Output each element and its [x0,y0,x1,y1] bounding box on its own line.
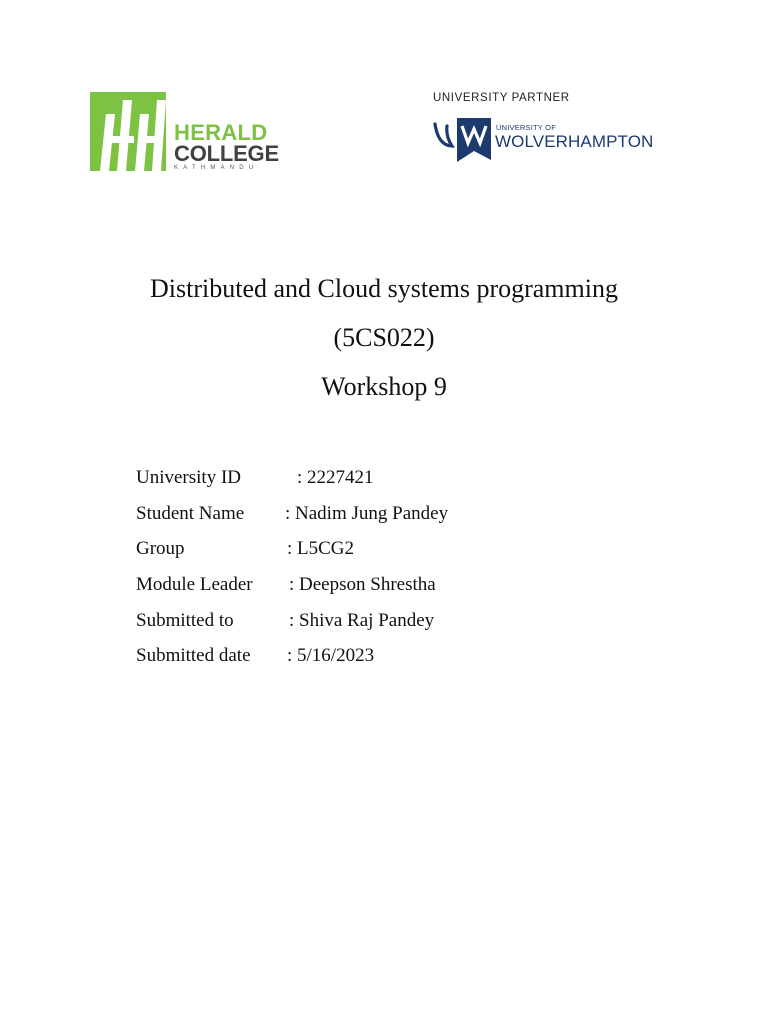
detail-label: Submitted to [136,609,234,631]
detail-label: Module Leader [136,574,253,596]
detail-value: : Shiva Raj Pandey [289,609,435,631]
detail-value: : 2227421 [297,467,374,488]
detail-label: Submitted date [136,645,251,667]
herald-wordmark-herald: HERALD [174,120,268,145]
detail-value: : Deepson Shrestha [289,574,436,596]
detail-value: : 5/16/2023 [287,645,375,667]
detail-value: : Nadim Jung Pandey [285,502,449,524]
detail-value: : L5CG2 [287,538,355,560]
workshop-title: Workshop 9 [321,372,447,401]
module-code: (5CS022) [333,323,435,352]
herald-wordmark-city: KATHMANDU [174,165,259,171]
herald-wordmark-college: COLLEGE [174,141,279,166]
herald-college-logo [90,92,279,172]
wolverhampton-university-of: UNIVERSITY OF [496,123,556,132]
university-partner-label: UNIVERSITY PARTNER [433,92,570,104]
herald-logo-mark-icon [90,92,166,171]
wolverhampton-name: WOLVERHAMPTON [495,132,654,151]
wolverhampton-crest-icon [433,116,493,164]
detail-label: University ID [136,467,242,488]
wolverhampton-logo [433,116,658,164]
detail-label: Group [136,538,185,560]
course-title: Distributed and Cloud systems programming [150,274,618,303]
detail-label: Student Name [136,502,245,524]
